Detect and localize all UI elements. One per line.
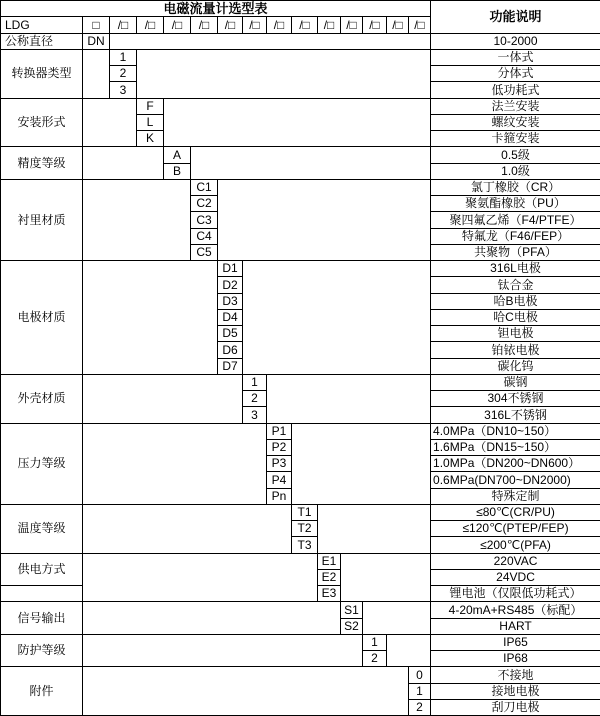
option-code: D2 (218, 277, 243, 293)
option-description: ≤80℃(CR/PU) (431, 504, 600, 520)
option-code: D5 (218, 326, 243, 342)
option-description: 法兰安装 (431, 98, 600, 114)
option-description: 聚氨酯橡胶（PU） (431, 196, 600, 212)
option-code: S2 (341, 618, 363, 634)
option-code: P4 (267, 472, 292, 488)
option-description: 1.0MPa（DN200~DN600） (431, 456, 600, 472)
option-code: C1 (191, 179, 218, 195)
option-description: 钽电极 (431, 326, 600, 342)
option-code: C3 (191, 212, 218, 228)
code-slot: /□ (191, 17, 218, 33)
spec-row (1, 374, 600, 390)
option-code: D7 (218, 358, 243, 374)
option-description: IP68 (431, 651, 600, 667)
spec-row (1, 553, 600, 569)
option-description: 钛合金 (431, 277, 600, 293)
spec-row (1, 634, 600, 650)
option-code: 3 (110, 82, 137, 98)
option-code: D6 (218, 342, 243, 358)
option-code: E2 (318, 569, 341, 585)
table-title: 电磁流量计选型表 (1, 1, 431, 17)
option-description: 哈C电极 (431, 309, 600, 325)
option-description: 一体式 (431, 49, 600, 65)
option-code: 2 (409, 699, 431, 715)
option-description: 卡箍安装 (431, 131, 600, 147)
option-code: D3 (218, 293, 243, 309)
spec-row (1, 667, 600, 683)
code-slot: /□ (292, 17, 318, 33)
option-code: 1 (409, 683, 431, 699)
option-code: 2 (363, 651, 387, 667)
option-description: 特殊定制 (431, 488, 600, 504)
category-label: 电极材质 (1, 261, 83, 375)
option-description: 分体式 (431, 66, 600, 82)
option-description: 碳化钨 (431, 358, 600, 374)
option-description: IP65 (431, 634, 600, 650)
spec-row (1, 33, 600, 49)
header-row (1, 1, 600, 17)
blank-region (341, 553, 431, 602)
option-description: 316L不锈钢 (431, 407, 600, 423)
option-description: 4-20mA+RS485（标配） (431, 602, 600, 618)
blank-region (83, 147, 164, 180)
model-prefix: LDG (1, 17, 83, 33)
option-code: 2 (110, 66, 137, 82)
option-code: B (164, 163, 191, 179)
option-description: 10-2000 (431, 33, 600, 49)
option-code: 3 (243, 407, 267, 423)
spec-row (1, 423, 600, 439)
category-label: 附件 (1, 667, 83, 716)
code-slot: /□ (341, 17, 363, 33)
function-column-header: 功能说明 (431, 1, 600, 34)
blank-category-cell (1, 586, 83, 602)
option-code: T1 (292, 504, 318, 520)
spec-row (1, 147, 600, 163)
option-code: 1 (110, 49, 137, 65)
option-code: A (164, 147, 191, 163)
code-slot: /□ (387, 17, 409, 33)
code-slot: /□ (137, 17, 164, 33)
option-description: 220VAC (431, 553, 600, 569)
option-code: Pn (267, 488, 292, 504)
option-description: 刮刀电极 (431, 699, 600, 715)
blank-region (363, 602, 431, 635)
code-slot: /□ (318, 17, 341, 33)
option-code: C4 (191, 228, 218, 244)
code-slot: /□ (363, 17, 387, 33)
category-label: 温度等级 (1, 504, 83, 553)
option-description: ≤200℃(PFA) (431, 537, 600, 553)
option-code: D1 (218, 261, 243, 277)
category-label: 外壳材质 (1, 374, 83, 423)
category-label: 安装形式 (1, 98, 83, 147)
option-description: 4.0MPa（DN10~150） (431, 423, 600, 439)
category-label: 信号输出 (1, 602, 83, 635)
option-code: 1 (243, 374, 267, 390)
option-description: 0.5级 (431, 147, 600, 163)
category-label: 转换器类型 (1, 49, 83, 98)
code-slot: /□ (218, 17, 243, 33)
option-code: F (137, 98, 164, 114)
category-label: 精度等级 (1, 147, 83, 180)
category-label: 压力等级 (1, 423, 83, 504)
blank-region (83, 261, 218, 375)
blank-region (292, 423, 431, 504)
blank-region (83, 602, 341, 635)
option-code: E1 (318, 553, 341, 569)
option-code: 2 (243, 391, 267, 407)
option-code: D4 (218, 309, 243, 325)
option-code: 0 (409, 667, 431, 683)
blank-region (267, 374, 431, 423)
option-code: K (137, 131, 164, 147)
category-label: 公称直径 (1, 33, 83, 49)
option-code: 1 (363, 634, 387, 650)
blank-region (318, 504, 431, 553)
option-description: 螺纹安装 (431, 114, 600, 130)
option-description: 1.6MPa（DN15~150） (431, 439, 600, 455)
option-description: 0.6MPa(DN700~DN2000) (431, 472, 600, 488)
spec-row (1, 504, 600, 520)
code-box: □ (83, 17, 110, 33)
blank-region (243, 261, 431, 375)
blank-region (137, 49, 431, 98)
option-description: 哈B电极 (431, 293, 600, 309)
option-description: ≤120℃(PTEP/FEP) (431, 521, 600, 537)
code-slot: /□ (409, 17, 431, 33)
option-code: P3 (267, 456, 292, 472)
option-code: C2 (191, 196, 218, 212)
spec-row (1, 261, 600, 277)
category-label: 衬里材质 (1, 179, 83, 260)
option-description: 聚四氟乙烯（F4/PTFE） (431, 212, 600, 228)
option-description: 低功耗式 (431, 82, 600, 98)
option-code: P2 (267, 439, 292, 455)
code-slot: /□ (243, 17, 267, 33)
option-description: 碳钢 (431, 374, 600, 390)
option-code: DN (83, 33, 110, 49)
option-description: 304不锈钢 (431, 391, 600, 407)
blank-region (83, 49, 110, 98)
blank-region (83, 634, 363, 667)
blank-region (83, 423, 267, 504)
option-description: 特氟龙（F46/FEP） (431, 228, 600, 244)
spec-row (1, 98, 600, 114)
blank-region (164, 98, 431, 147)
category-label: 防护等级 (1, 634, 83, 667)
blank-region (191, 147, 431, 180)
option-code: C5 (191, 244, 218, 260)
option-description: 共聚物（PFA） (431, 244, 600, 260)
option-code: L (137, 114, 164, 130)
blank-region (83, 179, 191, 260)
option-code: P1 (267, 423, 292, 439)
blank-region (83, 553, 318, 602)
blank-region (218, 179, 431, 260)
blank-region (83, 374, 243, 423)
option-code: T2 (292, 521, 318, 537)
category-label: 供电方式 (1, 553, 83, 586)
spec-row (1, 602, 600, 618)
code-slot: /□ (110, 17, 137, 33)
option-description: 铂铱电极 (431, 342, 600, 358)
spec-row (1, 179, 600, 195)
option-description: HART (431, 618, 600, 634)
blank-region (110, 33, 431, 49)
code-slot: /□ (267, 17, 292, 33)
option-description: 24VDC (431, 569, 600, 585)
blank-region (83, 667, 409, 716)
option-code: E3 (318, 586, 341, 602)
code-slot: /□ (164, 17, 191, 33)
option-description: 不接地 (431, 667, 600, 683)
option-description: 氯丁橡胶（CR） (431, 179, 600, 195)
blank-region (83, 504, 292, 553)
blank-region (83, 98, 137, 147)
option-code: S1 (341, 602, 363, 618)
spec-row (1, 49, 600, 65)
option-description: 1.0级 (431, 163, 600, 179)
blank-region (387, 634, 431, 667)
option-description: 接地电极 (431, 683, 600, 699)
option-code: T3 (292, 537, 318, 553)
option-description: 316L电极 (431, 261, 600, 277)
option-description: 锂电池（仅限低功耗式） (431, 586, 600, 602)
